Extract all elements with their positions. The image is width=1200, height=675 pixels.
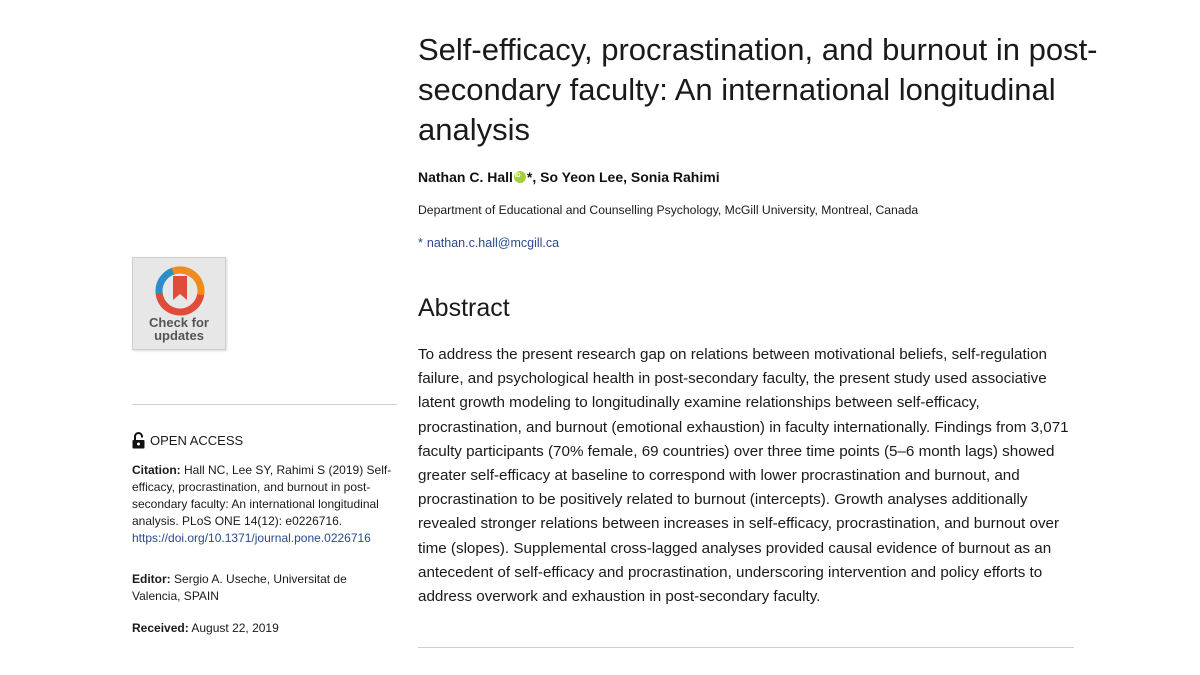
paper-title: Self-efficacy, procrastination, and burnout in post-secondary faculty: An international longitudinal analysis: [418, 32, 1098, 147]
abstract-heading: Abstract: [418, 294, 510, 322]
received-text: August 22, 2019: [191, 621, 279, 635]
editor-block: [132, 571, 394, 605]
orcid-icon[interactable]: [514, 171, 526, 183]
open-access-text: OPEN ACCESS: [150, 433, 244, 448]
sidebar-divider: [132, 404, 397, 405]
citation-text: Hall NC, Lee SY, Rahimi S (2019) Self-efficacy, procrastination, and burnout in post-secondary faculty: An international longitudinal analysis. PLoS ONE 14(12): e0226716.: [132, 463, 392, 528]
doi-link[interactable]: https://doi.org/10.1371/journal.pone.0226716: [132, 531, 371, 545]
check-for-updates-badge[interactable]: [132, 257, 226, 350]
open-lock-icon: [132, 432, 145, 449]
editor-label: Editor:: [132, 572, 171, 586]
received-block: [132, 620, 394, 637]
divider: [418, 647, 1074, 648]
open-access-label: [132, 432, 243, 449]
author-hall[interactable]: Nathan C. Hall: [418, 169, 513, 185]
badge-label-line1: Check for: [149, 315, 209, 330]
citation-label: Citation:: [132, 463, 181, 477]
badge-label-line2: updates: [154, 328, 204, 343]
citation-block: [132, 462, 394, 547]
author-list: [418, 169, 720, 185]
email-link[interactable]: nathan.c.hall@mcgill.ca: [426, 236, 560, 250]
corresponding-marker: *: [418, 236, 423, 250]
author-list-rest[interactable]: *, So Yeon Lee, Sonia Rahimi: [526, 169, 720, 185]
affiliation: Department of Educational and Counselling Psychology, McGill University, Montreal, Canada: [418, 203, 919, 217]
corresponding-email: [418, 236, 559, 250]
received-label: Received:: [132, 621, 189, 635]
crossmark-icon: [153, 264, 207, 318]
editor-text: Sergio A. Useche, Universitat de Valencia, SPAIN: [132, 572, 347, 603]
abstract-text: To address the present research gap on relations between motivational beliefs, self-regulation failure, and psychological health in post-secondary faculty, the present study used associative latent growth modeling to longitudinally examine relationships between self-efficacy, procrastination, and burnout (emotional exhaustion) in faculty internationally. Findings from 3,071 faculty participants (70% female, 69 countries) over three time points (5–6 month lags) showed greater self-efficacy at baseline to correspond with lower procrastination and burnout, and procrastination to be positively related to burnout (intercepts). Growth analyses additionally revealed stronger relations between increases in self-efficacy, procrastination, and burnout over time (slopes). Supplemental cross-lagged analyses provided causal evidence of burnout as an antecedent of self-efficacy and procrastination, underscoring intervention and policy efforts to address overwork and exhaustion in post-secondary faculty.: [418, 346, 1069, 606]
badge-label: [133, 316, 225, 342]
